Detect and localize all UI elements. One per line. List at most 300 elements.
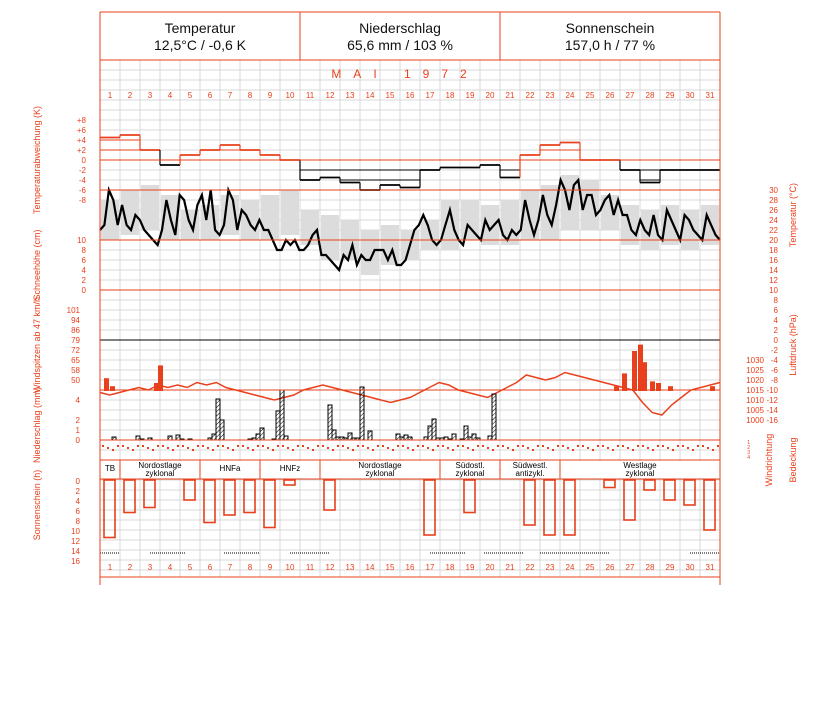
cloud-mark xyxy=(437,445,439,447)
header-precipitation-value: 65,6 mm / 103 % xyxy=(347,37,453,53)
day-label-bottom: 17 xyxy=(425,563,435,572)
day-label-top: 11 xyxy=(305,91,315,100)
temperature-tick: 10 xyxy=(769,286,778,295)
weather-type-label: HNFa xyxy=(219,464,241,473)
cloud-mark xyxy=(422,445,424,447)
day-label-top: 6 xyxy=(207,91,213,100)
wind-tick: 58 xyxy=(71,366,80,375)
cloud-mark xyxy=(332,449,334,451)
cloud-mark xyxy=(462,445,464,447)
cloud-mark xyxy=(522,445,524,447)
temperature-band xyxy=(241,200,259,240)
day-label-bottom: 21 xyxy=(505,563,515,572)
wind-direction-title: Windrichtung xyxy=(764,433,774,487)
temperature-tick: -6 xyxy=(770,366,778,375)
weather-type-label: Südwestl. xyxy=(512,461,548,470)
cloud-mark xyxy=(257,445,259,447)
pressure-axis-title: Luftdruck (hPa) xyxy=(788,314,798,376)
pressure-tick: 1000 xyxy=(746,416,764,425)
cloud-mark xyxy=(702,445,704,447)
precip-bar xyxy=(256,434,260,440)
snow-tick: 0 xyxy=(81,286,86,295)
day-label-top: 13 xyxy=(345,91,355,100)
day-label-bottom: 4 xyxy=(167,563,173,572)
temperature-tick: 14 xyxy=(769,266,778,275)
sunshine-bar xyxy=(244,480,255,513)
cloud-mark xyxy=(137,445,139,447)
cloud-mark xyxy=(552,449,554,451)
cloud-mark xyxy=(122,445,124,447)
weather-type-label: antizykl. xyxy=(515,469,545,478)
cloud-mark xyxy=(622,445,624,447)
temperature-tick: 12 xyxy=(769,276,778,285)
wind-gust-bar xyxy=(158,365,163,391)
cloud-mark xyxy=(217,445,219,447)
wind-axis-title: Windspitzen ab 47 km/h xyxy=(32,296,42,394)
cloud-mark xyxy=(372,449,374,451)
cloud-mark xyxy=(282,445,284,447)
day-label-bottom: 3 xyxy=(147,563,153,572)
wind-tick: 101 xyxy=(66,306,80,315)
day-label-bottom: 10 xyxy=(285,563,295,572)
day-label-top: 16 xyxy=(405,91,415,100)
cloud-mark xyxy=(502,445,504,447)
anomaly-tick: +8 xyxy=(76,116,86,125)
precip-bar xyxy=(212,434,216,440)
anomaly-tick: +6 xyxy=(76,126,86,135)
cloud-mark xyxy=(657,445,659,447)
cloud-mark xyxy=(567,447,569,449)
weather-type-label: zyklonal xyxy=(365,469,395,478)
cloud-mark xyxy=(547,447,549,449)
cloud-mark xyxy=(187,447,189,449)
temperature-anomaly-steps xyxy=(100,135,720,190)
day-label-bottom: 27 xyxy=(625,563,635,572)
cloud-mark xyxy=(272,449,274,451)
cloud-mark xyxy=(592,449,594,451)
day-label-bottom: 1 xyxy=(107,563,113,572)
cloud-scale-tick: 3 xyxy=(747,450,750,456)
precip-axis-title: Niederschlag (mm) xyxy=(32,386,42,464)
cloud-mark xyxy=(472,449,474,451)
cloud-mark xyxy=(387,447,389,449)
temperature-tick: 22 xyxy=(769,226,778,235)
day-label-bottom: 19 xyxy=(465,563,475,572)
cloud-mark xyxy=(327,447,329,449)
day-label-top: 30 xyxy=(685,91,695,100)
cloud-mark xyxy=(457,445,459,447)
wind-tick: 72 xyxy=(71,346,80,355)
cloud-mark xyxy=(577,445,579,447)
temperature-tick: 20 xyxy=(769,236,778,245)
wind-gust-bar xyxy=(642,362,647,391)
sunshine-tick: 2 xyxy=(75,487,80,496)
day-label-bottom: 23 xyxy=(545,563,555,572)
cloud-mark xyxy=(357,445,359,447)
temperature-tick: 16 xyxy=(769,256,778,265)
precip-bar xyxy=(216,399,220,440)
day-label-bottom: 18 xyxy=(445,563,455,572)
cloud-mark xyxy=(637,445,639,447)
weather-type-label: zyklonal xyxy=(455,469,485,478)
precip-bar xyxy=(464,426,468,440)
day-label-bottom: 11 xyxy=(305,563,315,572)
temperature-tick: -14 xyxy=(766,406,778,415)
precip-bar xyxy=(360,387,364,440)
cloud-mark xyxy=(317,445,319,447)
precip-bar xyxy=(368,431,372,440)
precip-bar xyxy=(328,405,332,440)
cloud-mark xyxy=(602,445,604,447)
day-label-top: 4 xyxy=(167,91,173,100)
cloud-mark xyxy=(717,445,719,447)
temperature-tick: 18 xyxy=(769,246,778,255)
cloud-mark xyxy=(542,445,544,447)
pressure-tick: 1010 xyxy=(746,396,764,405)
sunshine-bar xyxy=(204,480,215,523)
sunshine-axis-title: Sonnenschein (h) xyxy=(32,469,42,541)
cloud-mark xyxy=(407,447,409,449)
snow-tick: 10 xyxy=(77,236,86,245)
day-label-top: 14 xyxy=(365,91,375,100)
anomaly-tick: +2 xyxy=(76,146,86,155)
cloud-mark xyxy=(127,447,129,449)
temperature-axis-title: Temperatur (°C) xyxy=(788,182,798,248)
cloud-mark xyxy=(252,449,254,451)
cloud-mark xyxy=(117,445,119,447)
cloud-mark xyxy=(402,445,404,447)
day-label-bottom: 7 xyxy=(227,563,233,572)
snow-tick: 8 xyxy=(81,246,86,255)
cloud-mark xyxy=(367,447,369,449)
day-label-bottom: 13 xyxy=(345,563,355,572)
cloud-mark xyxy=(532,449,534,451)
cloud-mark xyxy=(392,449,394,451)
cloud-mark xyxy=(347,447,349,449)
cloud-mark xyxy=(582,445,584,447)
wind-tick: 94 xyxy=(71,316,80,325)
day-label-top: 20 xyxy=(485,91,495,100)
pressure-tick: 1025 xyxy=(746,366,764,375)
cloud-mark xyxy=(477,445,479,447)
precip-bar xyxy=(220,420,224,440)
temperature-tick: 6 xyxy=(773,306,778,315)
weather-type-label: Nordostlage xyxy=(358,461,402,470)
day-label-bottom: 9 xyxy=(267,563,273,572)
precip-tick: 0 xyxy=(75,436,80,445)
day-label-top: 25 xyxy=(585,91,595,100)
sunshine-tick: 10 xyxy=(71,527,80,536)
temperature-tick: 30 xyxy=(769,186,778,195)
cloud-mark xyxy=(647,447,649,449)
sunshine-bar xyxy=(544,480,555,535)
day-label-bottom: 14 xyxy=(365,563,375,572)
cloud-mark xyxy=(677,445,679,447)
cloud-mark xyxy=(107,447,109,449)
cloud-mark xyxy=(707,447,709,449)
cloud-mark xyxy=(597,445,599,447)
anomaly-tick: -4 xyxy=(78,176,86,185)
sunshine-tick: 16 xyxy=(71,557,80,566)
weather-type-label: TB xyxy=(104,464,116,473)
day-label-top: 15 xyxy=(385,91,395,100)
cloud-mark xyxy=(697,445,699,447)
day-label-bottom: 25 xyxy=(585,563,595,572)
day-label-bottom: 28 xyxy=(645,563,655,572)
cloud-mark xyxy=(162,445,164,447)
cloud-mark xyxy=(242,445,244,447)
cloud-mark xyxy=(302,445,304,447)
cloud-mark xyxy=(297,445,299,447)
chart-title: MAI 1972 xyxy=(331,67,479,81)
cloud-mark xyxy=(172,449,174,451)
cloud-mark xyxy=(232,449,234,451)
header-precipitation xyxy=(300,12,500,60)
anomaly-tick: 0 xyxy=(81,156,86,165)
cloud-mark xyxy=(377,445,379,447)
day-label-bottom: 20 xyxy=(485,563,495,572)
sunshine-bar xyxy=(704,480,715,530)
cloud-mark xyxy=(412,449,414,451)
day-label-top: 5 xyxy=(187,91,193,100)
cloud-mark xyxy=(177,445,179,447)
weather-type-label: Westlage xyxy=(623,461,657,470)
sunshine-bar xyxy=(324,480,335,510)
header-sunshine-value: 157,0 h / 77 % xyxy=(564,37,656,53)
day-label-top: 17 xyxy=(425,91,435,100)
cloud-mark xyxy=(342,445,344,447)
weather-type-label: HNFz xyxy=(279,464,301,473)
day-label-bottom: 24 xyxy=(565,563,575,572)
cloud-mark xyxy=(417,445,419,447)
cloud-mark xyxy=(692,449,694,451)
cloud-mark xyxy=(612,449,614,451)
temperature-tick: 28 xyxy=(769,196,778,205)
weather-type-label: zyklonal xyxy=(145,469,175,478)
cloud-mark xyxy=(452,449,454,451)
anomaly-tick: -2 xyxy=(78,166,86,175)
cloud-mark xyxy=(652,449,654,451)
cloud-mark xyxy=(432,449,434,451)
cloud-mark xyxy=(482,445,484,447)
precip-bar xyxy=(472,434,476,440)
cloud-mark xyxy=(507,447,509,449)
cloud-mark xyxy=(197,445,199,447)
day-label-bottom: 31 xyxy=(705,563,715,572)
precip-tick: 1 xyxy=(75,426,80,435)
temperature-band xyxy=(281,190,299,235)
header-sunshine xyxy=(500,12,720,60)
sunshine-bar xyxy=(524,480,535,525)
temperature-band xyxy=(381,225,399,265)
wind-gust-bars xyxy=(104,345,715,391)
day-label-bottom: 15 xyxy=(385,563,395,572)
cloud-mark xyxy=(537,445,539,447)
precip-bar xyxy=(280,390,284,440)
pressure-tick: 1005 xyxy=(746,406,764,415)
sunshine-bar xyxy=(464,480,475,513)
cloud-mark xyxy=(142,445,144,447)
cloud-mark xyxy=(632,449,634,451)
cloud-mark xyxy=(672,449,674,451)
cloud-scale-tick: 4 xyxy=(747,455,750,461)
sunshine-tick: 14 xyxy=(71,547,80,556)
cloud-mark xyxy=(227,447,229,449)
temperature-tick: 8 xyxy=(773,296,778,305)
cloud-mark xyxy=(167,447,169,449)
wind-gust-bar xyxy=(632,351,637,391)
snow-tick: 2 xyxy=(81,276,86,285)
sunshine-tick: 12 xyxy=(71,537,80,546)
cloud-mark xyxy=(262,445,264,447)
sunshine-bar xyxy=(424,480,435,535)
precip-bar xyxy=(428,426,432,440)
cloud-mark xyxy=(682,445,684,447)
day-label-bottom: 5 xyxy=(187,563,193,572)
cloud-mark xyxy=(307,447,309,449)
cloud-mark xyxy=(157,445,159,447)
precip-bar xyxy=(168,436,172,440)
wind-tick: 65 xyxy=(71,356,80,365)
temperature-tick: 2 xyxy=(773,326,778,335)
day-label-top: 7 xyxy=(227,91,233,100)
anomaly-tick: -8 xyxy=(78,196,86,205)
header-temperature-label: Temperatur xyxy=(164,20,236,36)
anomaly-tick: -6 xyxy=(78,186,86,195)
cloud-mark xyxy=(497,445,499,447)
anomaly-axis-title: Temperaturabweichung (K) xyxy=(32,105,42,215)
temperature-band xyxy=(541,185,559,240)
cloud-mark xyxy=(662,445,664,447)
day-label-top: 8 xyxy=(247,91,253,100)
cloud-mark xyxy=(447,447,449,449)
precip-bar xyxy=(452,434,456,440)
temperature-tick: 26 xyxy=(769,206,778,215)
cloud-mark xyxy=(102,445,104,447)
day-label-bottom: 6 xyxy=(207,563,213,572)
temperature-band xyxy=(321,215,339,260)
day-label-top: 26 xyxy=(605,91,615,100)
temperature-tick: 4 xyxy=(773,316,778,325)
wind-gust-bar xyxy=(104,378,109,391)
sunshine-bar xyxy=(104,480,115,538)
cloud-mark xyxy=(642,445,644,447)
sunshine-tick: 4 xyxy=(75,497,80,506)
cloud-mark xyxy=(322,445,324,447)
day-label-bottom: 30 xyxy=(685,563,695,572)
wind-tick: 50 xyxy=(71,376,80,385)
cloud-mark xyxy=(147,447,149,449)
temperature-tick: -2 xyxy=(770,346,778,355)
cloud-mark xyxy=(397,445,399,447)
cloud-mark xyxy=(292,449,294,451)
header-temperature-value: 12,5°C / -0,6 K xyxy=(154,37,246,53)
cloud-mark xyxy=(152,449,154,451)
header-temperature xyxy=(100,12,300,60)
cloud-mark xyxy=(517,445,519,447)
cloud-mark xyxy=(427,447,429,449)
temperature-tick: 0 xyxy=(773,336,778,345)
sunshine-bar xyxy=(564,480,575,535)
cloud-mark xyxy=(247,447,249,449)
temperature-band xyxy=(501,200,519,245)
snow-axis-title: Schneehöhe (cm) xyxy=(32,229,42,301)
precip-bar xyxy=(396,434,400,440)
cloud-mark xyxy=(572,449,574,451)
day-label-top: 1 xyxy=(107,91,113,100)
temperature-tick: -12 xyxy=(766,396,778,405)
cloud-mark xyxy=(382,445,384,447)
cloud-mark xyxy=(222,445,224,447)
cloud-mark xyxy=(487,447,489,449)
cloud-scale-tick: 1 xyxy=(747,440,750,446)
cloud-mark xyxy=(712,449,714,451)
precip-tick: 2 xyxy=(75,416,80,425)
pressure-tick: 1030 xyxy=(746,356,764,365)
precip-bar xyxy=(432,419,436,440)
pressure-tick: 1015 xyxy=(746,386,764,395)
cloud-mark xyxy=(687,447,689,449)
day-label-bottom: 16 xyxy=(405,563,415,572)
day-label-top: 2 xyxy=(127,91,133,100)
cloud-scale-tick: 2 xyxy=(747,445,750,451)
day-label-top: 19 xyxy=(465,91,475,100)
weather-type-label: Südostl. xyxy=(455,461,485,470)
cloud-mark xyxy=(362,445,364,447)
sunshine-bars xyxy=(100,480,720,553)
day-label-top: 27 xyxy=(625,91,635,100)
cloud-mark xyxy=(312,449,314,451)
day-label-bottom: 8 xyxy=(247,563,253,572)
temperature-band xyxy=(141,185,159,230)
precip-bar xyxy=(492,394,496,440)
precip-bar xyxy=(488,436,492,440)
snow-tick: 4 xyxy=(81,266,86,275)
precip-bar xyxy=(332,430,336,440)
precip-bar xyxy=(284,436,288,440)
weather-type-label: zyklonal xyxy=(625,469,655,478)
weather-type-label: Nordostlage xyxy=(138,461,182,470)
cloud-mark xyxy=(212,449,214,451)
cloud-mark xyxy=(627,447,629,449)
day-label-top: 9 xyxy=(267,91,273,100)
sunshine-bar xyxy=(684,480,695,505)
day-label-bottom: 12 xyxy=(325,563,335,572)
cloud-mark xyxy=(132,449,134,451)
precip-bar xyxy=(136,436,140,440)
temperature-tick: 24 xyxy=(769,216,778,225)
precip-bar xyxy=(176,435,180,440)
sunshine-bar xyxy=(604,480,615,488)
day-label-top: 10 xyxy=(285,91,295,100)
day-label-top: 28 xyxy=(645,91,655,100)
anomaly-tick: +4 xyxy=(76,136,86,145)
cloud-mark xyxy=(192,449,194,451)
cloud-mark xyxy=(562,445,564,447)
cloud-mark xyxy=(442,445,444,447)
cloud-mark xyxy=(617,445,619,447)
sunshine-bar xyxy=(284,480,295,485)
day-label-bottom: 2 xyxy=(127,563,133,572)
snow-tick: 6 xyxy=(81,256,86,265)
header-sunshine-label: Sonnenschein xyxy=(565,20,655,36)
day-label-top: 18 xyxy=(445,91,455,100)
sunshine-tick: 6 xyxy=(75,507,80,516)
day-label-top: 22 xyxy=(525,91,535,100)
cloud-mark xyxy=(527,447,529,449)
day-label-bottom: 26 xyxy=(605,563,615,572)
cloud-mark xyxy=(277,445,279,447)
